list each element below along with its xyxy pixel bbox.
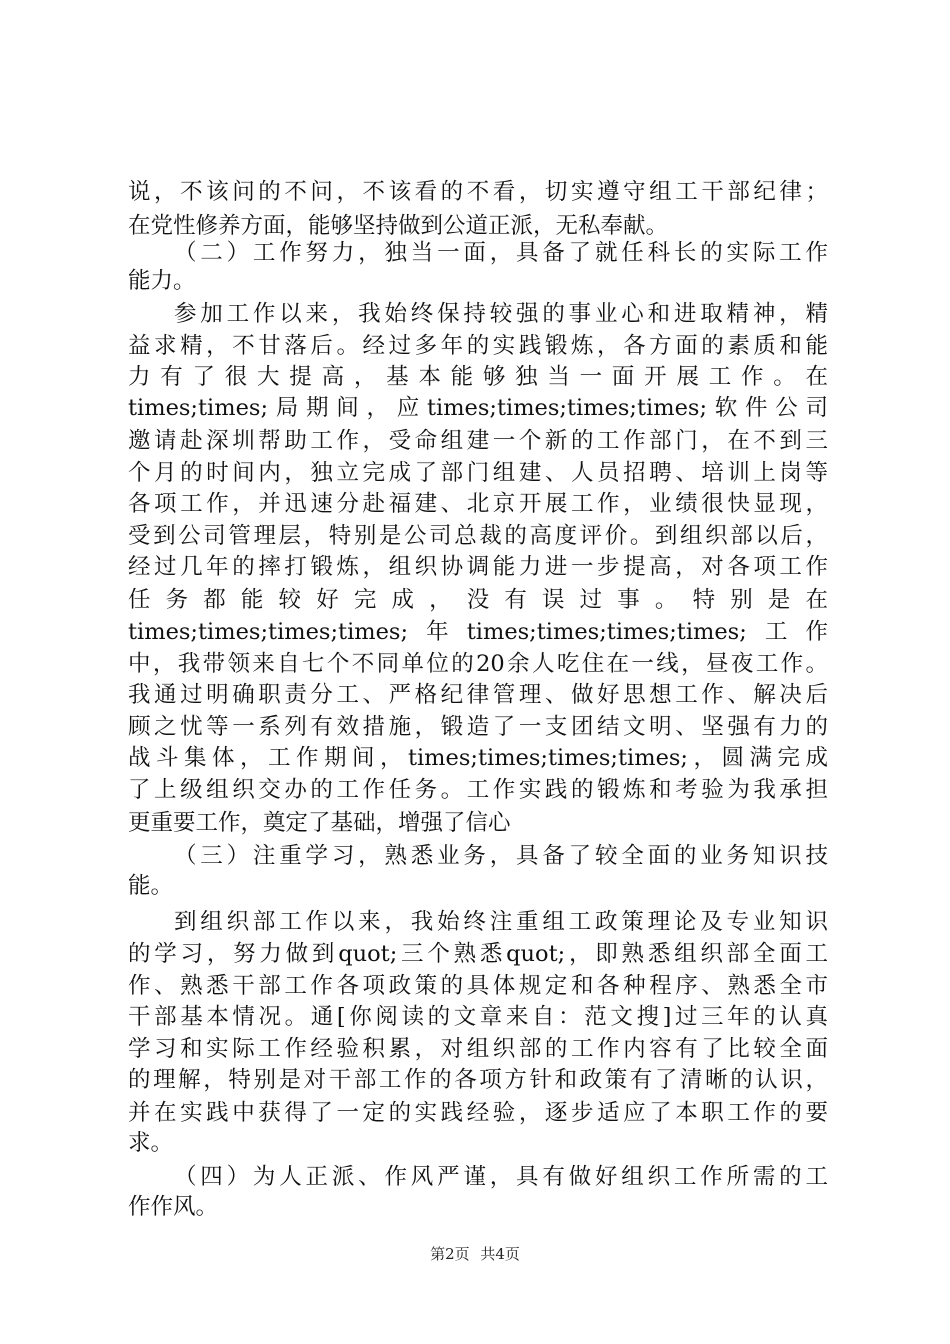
page-footer [0,1243,950,1264]
text-line: 我通过明确职责分工、严格纪律管理、做好思想工作、解决后 [128,682,828,708]
text-line: 经过几年的摔打锻炼，组织协调能力进一步提高，对各项工作 [128,554,828,580]
text-line: 在党性修养方面，能够坚持做到公道正派，无私奉献。 [128,213,669,239]
text-line: 说，不该问的不问，不该看的不看，切实遵守组工干部纪律； [128,179,828,205]
text-line: 顾之忧等一系列有效措施，锻造了一支团结文明、坚强有力的 [128,714,828,740]
text-line: 干部基本情况。通[你阅读的文章来自：范文搜]过三年的认真 [128,1004,828,1030]
text-line: 益求精，不甘落后。经过多年的实践锻炼，各方面的素质和能 [128,333,828,359]
text-line: times;times;times;times;年times;times;times;times;工作 [128,619,828,645]
text-line: 求。 [128,1130,174,1156]
text-line: 力有了很大提高，基本能够独当一面开展工作。在 [128,364,828,390]
text-line: 个月的时间内，独立完成了部门组建、人员招聘、培训上岗等 [128,460,828,486]
section-heading: （四）为人正派、作风严谨，具有做好组织工作所需的工 [174,1164,828,1190]
section-heading: （二）工作努力，独当一面，具备了就任科长的实际工作 [174,240,828,266]
text-line: 战斗集体，工作期间，times;times;times;times;，圆满完成 [128,745,828,771]
text-line: 的理解，特别是对干部工作的各项方针和政策有了清晰的认识， [128,1067,828,1093]
text-line: 邀请赴深圳帮助工作，受命组建一个新的工作部门，在不到三 [128,428,828,454]
text-line: 作、熟悉干部工作各项政策的具体规定和各种程序、熟悉全市 [128,973,828,999]
page-total: 共4页 [480,1245,520,1263]
text-line: 并在实践中获得了一定的实践经验，逐步适应了本职工作的要 [128,1100,828,1126]
section-heading: 能。 [128,873,174,899]
section-heading: （三）注重学习，熟悉业务，具备了较全面的业务知识技 [174,843,828,869]
section-heading: 能力。 [128,268,196,294]
page-number: 第2页 [430,1245,470,1263]
text-line: 任务都能较好完成，没有误过事。特别是在 [128,587,828,613]
text-line: 到组织部工作以来，我始终注重组工政策理论及专业知识 [174,909,828,935]
text-line: 参加工作以来，我始终保持较强的事业心和进取精神，精 [174,301,828,327]
section-heading: 作作风。 [128,1194,219,1220]
text-line: 的学习，努力做到quot;三个熟悉quot;，即熟悉组织部全面工 [128,941,828,967]
text-line: times;times;局期间，应times;times;times;times;软件公司 [128,395,828,421]
text-line: 了上级组织交办的工作任务。工作实践的锻炼和考验为我承担 [128,777,828,803]
text-line: 各项工作，并迅速分赴福建、北京开展工作，业绩很快显现， [128,491,828,517]
text-line: 中，我带领来自七个不同单位的20余人吃住在一线，昼夜工作。 [128,651,828,677]
text-line: 学习和实际工作经验积累，对组织部的工作内容有了比较全面 [128,1036,828,1062]
text-line: 更重要工作，奠定了基础，增强了信心 [128,810,511,836]
text-line: 受到公司管理层，特别是公司总裁的高度评价。到组织部以后， [128,523,828,549]
